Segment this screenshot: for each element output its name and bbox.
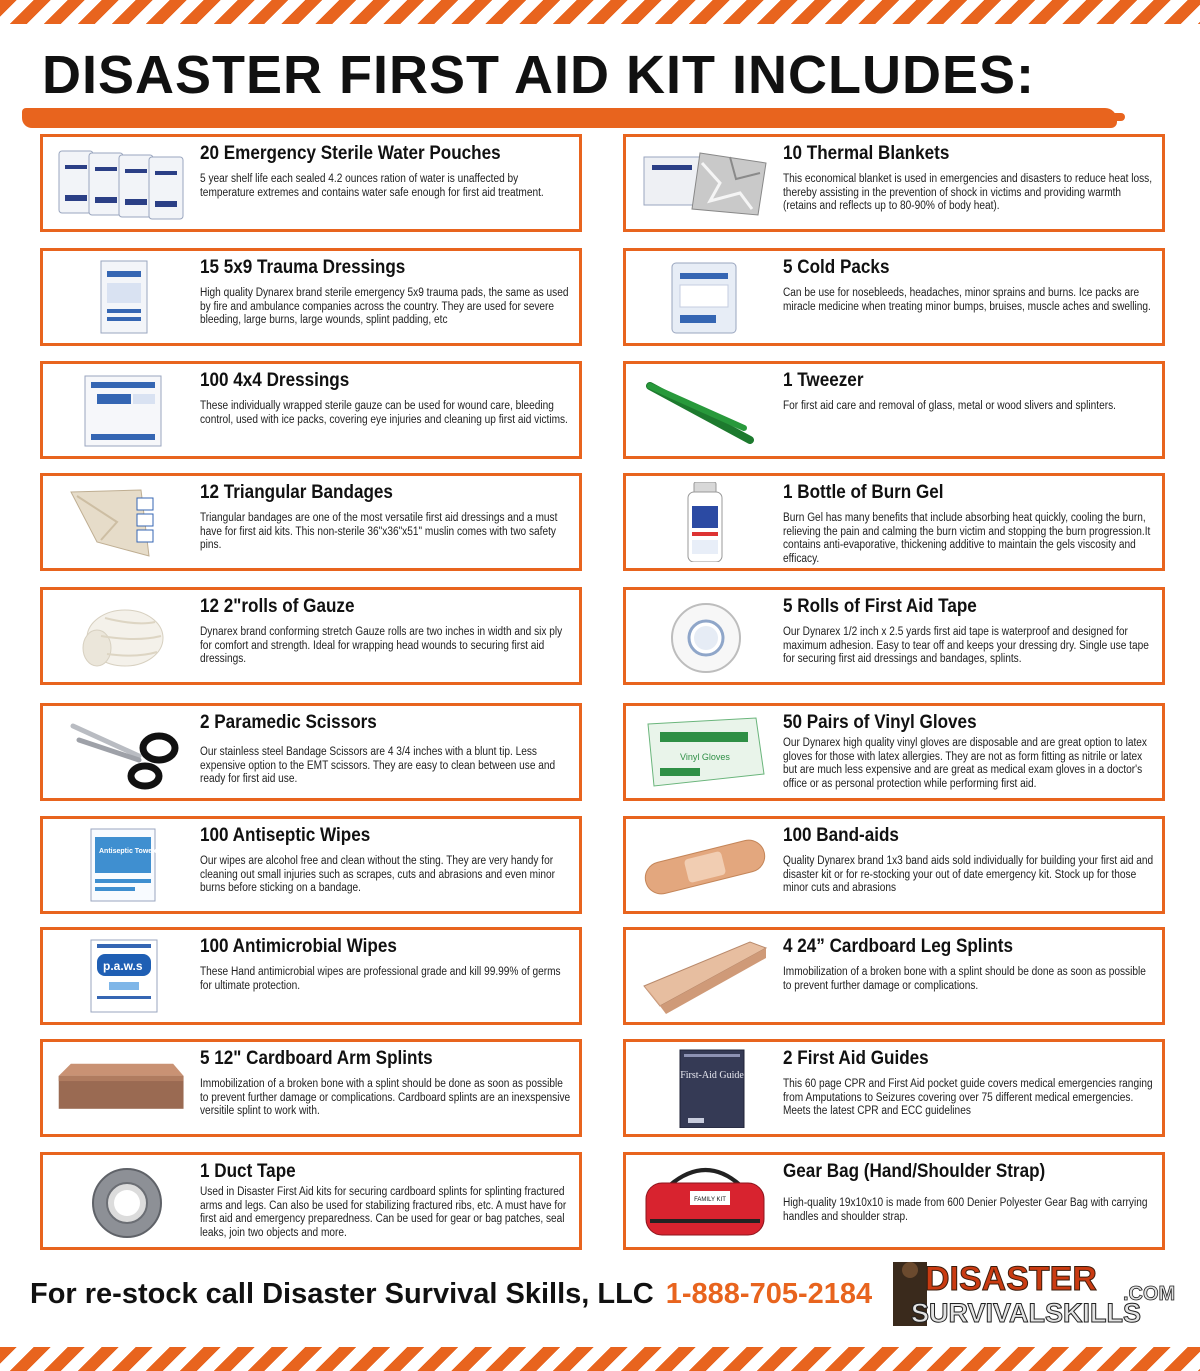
- item-title: 12 2"rolls of Gauze: [200, 596, 355, 617]
- item-title: 15 5x9 Trauma Dressings: [200, 257, 406, 278]
- item-title: 5 Cold Packs: [783, 257, 890, 278]
- item-card-arm-splints: [40, 1039, 582, 1137]
- item-title: 20 Emergency Sterile Water Pouches: [200, 143, 501, 164]
- item-card-trauma-dressings: [40, 248, 582, 346]
- item-description: Our wipes are alcohol free and clean without the sting. They are very handy for cleaning out small injuries such as scrapes, cuts and abrasions and even minor burns before sticking on a bandage.: [200, 855, 555, 894]
- guide-cover-title: First-Aid Guide: [680, 1070, 744, 1081]
- guide-book-icon: [640, 1048, 770, 1128]
- gauze-pad-icon: [57, 370, 187, 450]
- item-description: Used in Disaster First Aid kits for securing cardboard splints for splinting fractured arms and legs. Can also be used for stabilizing fractured ribs, etc. A must have for first aid and emergency preparedness. Can be used for gear or bag patches, seal leaks, join two objects and more.: [200, 1186, 567, 1239]
- item-card-scissors: [40, 703, 582, 801]
- top-hazard-stripe: [0, 0, 1200, 24]
- footer-phone[interactable]: 1-888-705-2184: [665, 1278, 873, 1310]
- bag-label: FAMILY KIT: [694, 1197, 726, 1203]
- item-title: 4 24” Cardboard Leg Splints: [783, 936, 1013, 957]
- item-title: 5 12" Cardboard Arm Splints: [200, 1048, 433, 1069]
- duct-tape-icon: [57, 1161, 187, 1241]
- gear-bag-icon: [640, 1161, 770, 1241]
- item-description: For first aid care and removal of glass, metal or wood slivers and splinters.: [783, 400, 1116, 412]
- tape-roll-icon: [640, 596, 770, 676]
- logo-suffix: .COM: [1123, 1283, 1175, 1305]
- item-description: 5 year shelf life each sealed 4.2 ounces ration of water is unaffected by temperature extremes and contains water safe enough for first aid treatment.: [200, 173, 544, 199]
- item-title: Gear Bag (Hand/Shoulder Strap): [783, 1161, 1046, 1182]
- cold-pack-icon: [640, 257, 770, 337]
- item-title: 100 Band-aids: [783, 825, 899, 846]
- item-title: 100 Antimicrobial Wipes: [200, 936, 397, 957]
- item-card-triangular-bandages: [40, 473, 582, 571]
- tweezer-icon: [640, 370, 770, 450]
- item-title: 1 Bottle of Burn Gel: [783, 482, 944, 503]
- item-card-tweezer: [623, 361, 1165, 459]
- bottom-hazard-stripe: [0, 1347, 1200, 1371]
- item-title: 2 First Aid Guides: [783, 1048, 929, 1069]
- item-title: 50 Pairs of Vinyl Gloves: [783, 712, 977, 733]
- arm-splint-icon: [57, 1048, 187, 1128]
- item-title: 12 Triangular Bandages: [200, 482, 393, 503]
- antimicrobial-wipe-icon: [57, 936, 187, 1016]
- title-underline-brush: [22, 108, 1117, 128]
- item-card-water-pouches: [40, 134, 582, 232]
- scissors-icon: [57, 712, 187, 792]
- item-card-burn-gel: [623, 473, 1165, 571]
- disaster-survival-skills-logo: [885, 1258, 1175, 1330]
- item-card-4x4-dressings: [40, 361, 582, 459]
- glove-box-label: Vinyl Gloves: [680, 752, 730, 762]
- antiseptic-wipe-icon: [57, 825, 187, 905]
- item-card-first-aid-guides: [623, 1039, 1165, 1137]
- leg-splint-icon: [640, 936, 770, 1016]
- item-description: Our Dynarex 1/2 inch x 2.5 yards first aid tape is waterproof and designed for maximum adhesion. Easy to tear off and keeps your dressing dry. Single use tape for securing first aid dressings and bandages, splints.: [783, 626, 1149, 665]
- item-description: Quality Dynarex brand 1x3 band aids sold individually for building your first aid and disaster kit or for re-stocking your out of date emergency kit. Stock up for those minor cuts and abrasions: [783, 855, 1154, 894]
- item-title: 10 Thermal Blankets: [783, 143, 950, 164]
- item-card-antimicrobial-wipes: [40, 927, 582, 1025]
- item-card-thermal-blankets: [623, 134, 1165, 232]
- item-description: Dynarex brand conforming stretch Gauze rolls are two inches in width and six ply for comfort and strength. Ideal for wrapping head wounds to securing first aid dressings.: [200, 626, 563, 665]
- item-card-bandaids: [623, 816, 1165, 914]
- item-description: Triangular bandages are one of the most versatile first aid dressings and a must have for first aid kits. This non-sterile 36"x36"x51" muslin comes with two safety pins.: [200, 512, 558, 551]
- item-title: 100 Antiseptic Wipes: [200, 825, 371, 846]
- gauze-roll-icon: [57, 596, 187, 676]
- paws-label: p.a.w.s: [103, 959, 143, 973]
- logo-line2: SURVIVALSKILLS: [911, 1298, 1142, 1328]
- item-card-first-aid-tape: [623, 587, 1165, 685]
- item-description: High quality Dynarex brand sterile emergency 5x9 trauma pads, the same as used by fire and ambulance companies across the country. They are used for severe bleeding, large burns, large wounds, splint padding, etc: [200, 287, 569, 326]
- item-card-antiseptic-wipes: [40, 816, 582, 914]
- item-card-vinyl-gloves: [623, 703, 1165, 801]
- item-title: 1 Duct Tape: [200, 1161, 296, 1182]
- glove-box-icon: [640, 712, 770, 792]
- item-description: Burn Gel has many benefits that include absorbing heat quickly, cooling the burn, relieving the pain and calming the burn victim and stopping the burn progression.It contains anti-evaporative, thickening additive to maintain the gels viscosity and efficacy.: [783, 512, 1151, 565]
- thermal-blanket-icon: [640, 143, 770, 223]
- item-description: Immobilization of a broken bone with a splint should be done as soon as possible to prevent further damage or complications. Cardboard splints are an inexspensive versitile splint to work with.: [200, 1078, 571, 1117]
- bandaid-icon: [640, 825, 770, 905]
- item-description: Immobilization of a broken bone with a splint should be done as soon as possible to prevent further damage or complications.: [783, 966, 1146, 992]
- item-description: This economical blanket is used in emergencies and disasters to reduce heat loss, thereby assisting in the prevention of shock in victims and providing warmth (retains and reflects up to 80-90% of body heat).: [783, 173, 1153, 212]
- footer-text: For re-stock call Disaster Survival Skills, LLC: [30, 1278, 654, 1310]
- water-pouch-icon: [57, 143, 187, 223]
- item-card-gauze-rolls: [40, 587, 582, 685]
- item-description: High-quality 19x10x10 is made from 600 Denier Polyester Gear Bag with carrying handles and shoulder strap.: [783, 1197, 1148, 1223]
- item-title: 100 4x4 Dressings: [200, 370, 350, 391]
- item-description: This 60 page CPR and First Aid pocket guide covers medical emergencies ranging from Amputations to Seizures covering over 75 different medical emergencies. Meets the latest CPR and ECC guidelines: [783, 1078, 1153, 1117]
- item-card-cold-packs: [623, 248, 1165, 346]
- triangular-bandage-icon: [57, 482, 187, 562]
- trauma-dressing-icon: [57, 257, 187, 337]
- item-description: Can be use for nosebleeds, headaches, minor sprains and burns. Ice packs are miracle medicine when treating minor bumps, bruises, muscle aches and swelling.: [783, 287, 1151, 313]
- page-title: DISASTER FIRST AID KIT INCLUDES:: [42, 45, 1036, 105]
- item-card-duct-tape: [40, 1152, 582, 1250]
- item-card-gear-bag: [623, 1152, 1165, 1250]
- item-description: Our Dynarex high quality vinyl gloves are disposable and are great option to latex gloves for those with latex allergies. They are not as form fitting as nitrile or latex but are much less expensive and are great as medical exam gloves in a doctor's office or as personal protection while performing first aid.: [783, 737, 1147, 790]
- logo-line1: DISASTER: [925, 1260, 1097, 1298]
- item-card-leg-splints: [623, 927, 1165, 1025]
- burn-gel-bottle-icon: [640, 482, 770, 562]
- item-title: 5 Rolls of First Aid Tape: [783, 596, 977, 617]
- item-title: 1 Tweezer: [783, 370, 864, 391]
- wipe-label: Antiseptic Towelette: [99, 848, 167, 855]
- item-description: Our stainless steel Bandage Scissors are 4 3/4 inches with a blunt tip. Less expensive option to the EMT scissors. They are easy to clean between use and ready for first aid use.: [200, 746, 556, 785]
- item-description: These Hand antimicrobial wipes are professional grade and kill 99.99% of germs for ultimate protection.: [200, 966, 561, 992]
- restock-footer: [30, 1278, 872, 1311]
- item-title: 2 Paramedic Scissors: [200, 712, 377, 733]
- item-description: These individually wrapped sterile gauze can be used for wound care, bleeding control, used with ice packs, covering eye injuries and cleaning up first aid victims.: [200, 400, 568, 426]
